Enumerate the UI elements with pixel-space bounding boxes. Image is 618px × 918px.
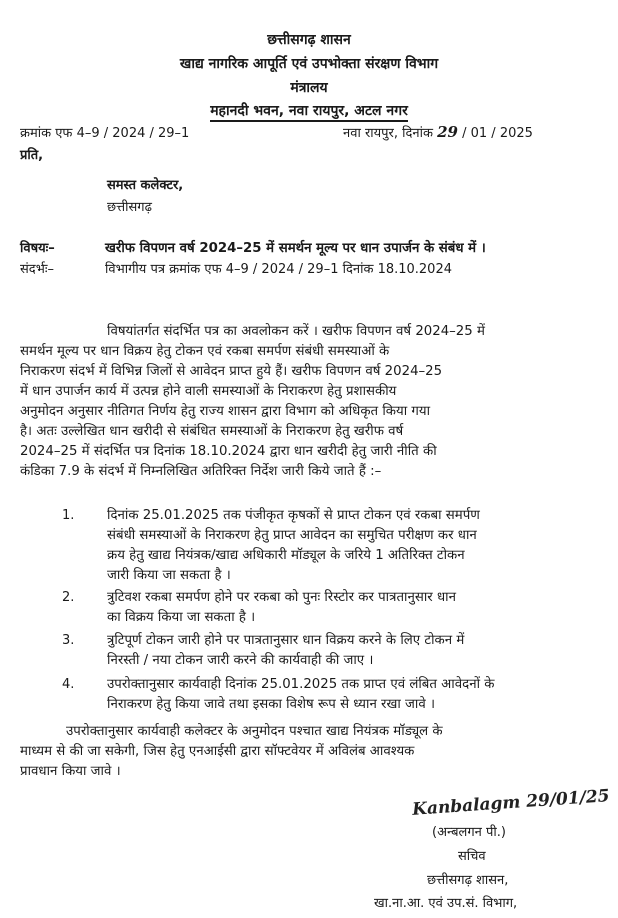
body-line: कंडिका 7.9 के संदर्भ में निम्नलिखित अतिरिक्त निर्देश जारी किये जाते हैं :– xyxy=(20,464,382,479)
closing-paragraph xyxy=(20,722,595,782)
body-line: 2024–25 में संदर्भित पत्र दिनांक 18.10.2024 द्वारा धान खरीदी हेतु जारी नीति की xyxy=(20,444,437,459)
closing-line: माध्यम से की जा सकेगी, जिस हेतु एनआईसी द्वारा सॉफ्टवेयर में अविलंब आवश्यक xyxy=(20,744,415,759)
item-line: उपरोक्तानुसार कार्यवाही दिनांक 25.01.2025 तक प्राप्त एवं लंबित आवेदनों के xyxy=(107,677,495,692)
ref-number: क्रमांक एफ 4–9 / 2024 / 29–1 xyxy=(20,126,190,141)
header-govt: छत्तीसगढ़ शासन xyxy=(267,32,351,48)
header-ministry: मंत्रालय xyxy=(290,80,328,96)
closing-line: प्रावधान किया जावे । xyxy=(20,764,121,779)
item-line: दिनांक 25.01.2025 तक पंजीकृत कृषकों से प्राप्त टोकन एवं रकबा समर्पण xyxy=(107,508,480,523)
list-item xyxy=(107,631,587,671)
date-prefix: नवा रायपुर, दिनांक xyxy=(343,126,433,141)
body-paragraph xyxy=(20,322,595,482)
header-address xyxy=(0,101,618,120)
list-item xyxy=(107,675,587,715)
item-line: संबंधी समस्याओं के निराकरण हेतु प्राप्त आवेदन का समुचित परीक्षण कर धान xyxy=(107,528,477,543)
item-line: का विक्रय किया जा सकता है । xyxy=(107,610,256,625)
signatory-org: छत्तीसगढ़ शासन, xyxy=(427,873,509,888)
list-item xyxy=(107,506,587,586)
signatory-name: (अन्बलगन पी.) xyxy=(432,825,506,840)
body-line: अनुमोदन अनुसार नीतिगत निर्णय हेतु राज्य शासन द्वारा विभाग को अधिकृत किया गया xyxy=(20,404,431,419)
body-line: है। अतः उल्लेखित धान खरीदी से संबंधित समस्याओं के निराकरण हेतु खरीफ वर्ष xyxy=(20,424,404,439)
item-line: जारी किया जा सकता है । xyxy=(107,568,231,583)
item-number: 1. xyxy=(62,508,75,523)
item-line: त्रुटिवश रकबा समर्पण होने पर रकबा को पुनः रिस्टोर कर पात्रतानुसार धान xyxy=(107,590,456,605)
subject-text: खरीफ विपणन वर्ष 2024–25 में समर्थन मूल्य पर धान उपार्जन के संबंध में । xyxy=(105,241,486,256)
item-line: निराकरण हेतु किया जावे तथा इसका विशेष रूप से ध्यान रखा जावे । xyxy=(107,697,436,712)
signatory-designation: सचिव xyxy=(458,849,486,864)
body-line: विषयांतर्गत संदर्भित पत्र का अवलोकन करें । खरीफ विपणन वर्ष 2024–25 में xyxy=(107,324,485,339)
item-number: 4. xyxy=(62,677,75,692)
signatory-department: खा.ना.आ. एवं उप.सं. विभाग, xyxy=(374,896,518,911)
item-line: क्रय हेतु खाद्य नियंत्रक/खाद्य अधिकारी मॉड्यूल के जरिये 1 अतिरिक्त टोकन xyxy=(107,548,465,563)
addressee-state: छत्तीसगढ़ xyxy=(107,200,152,215)
header-address-text: महानदी भवन, नवा रायपुर, अटल नगर xyxy=(210,103,408,122)
body-line: निराकरण संदर्भ में विभिन्न जिलों से आवेदन प्राप्त हुये हैं। खरीफ विपणन वर्ष 2024–25 xyxy=(20,364,443,379)
addressee: समस्त कलेक्टर, xyxy=(107,178,184,193)
date-day-handwritten: 29 xyxy=(437,123,458,141)
reference-text: विभागीय पत्र क्रमांक एफ 4–9 / 2024 / 29–1 दिनांक 18.10.2024 xyxy=(105,262,452,277)
letter-date xyxy=(343,123,533,141)
header-department: खाद्य नागरिक आपूर्ति एवं उपभोक्ता संरक्षण विभाग xyxy=(179,56,439,72)
item-line: त्रुटिपूर्ण टोकन जारी होने पर पात्रतानुसार धान विक्रय करने के लिए टोकन में xyxy=(107,633,465,648)
to-label: प्रति, xyxy=(20,148,44,163)
closing-line: उपरोक्तानुसार कार्यवाही कलेक्टर के अनुमोदन पश्चात खाद्य नियंत्रक मॉड्यूल के xyxy=(66,724,443,739)
date-rest: / 01 / 2025 xyxy=(462,126,533,141)
item-number: 3. xyxy=(62,633,75,648)
handwritten-signature: Kanbalagm 29/01/25 xyxy=(411,786,611,820)
body-line: समर्थन मूल्य पर धान विक्रय हेतु टोकन एवं रकबा समर्पण संबंधी समस्याओं के xyxy=(20,344,390,359)
subject-label: विषयः– xyxy=(20,241,55,256)
list-item xyxy=(107,588,587,628)
body-line: में धान उपार्जन कार्य में उत्पन्न होने वाली समस्याओं के निराकरण हेतु प्रशासकीय xyxy=(20,384,397,399)
item-line: निरस्ती / नया टोकन जारी करने की कार्यवाही की जाए । xyxy=(107,653,374,668)
item-number: 2. xyxy=(62,590,75,605)
reference-label: संदर्भः– xyxy=(20,262,54,277)
